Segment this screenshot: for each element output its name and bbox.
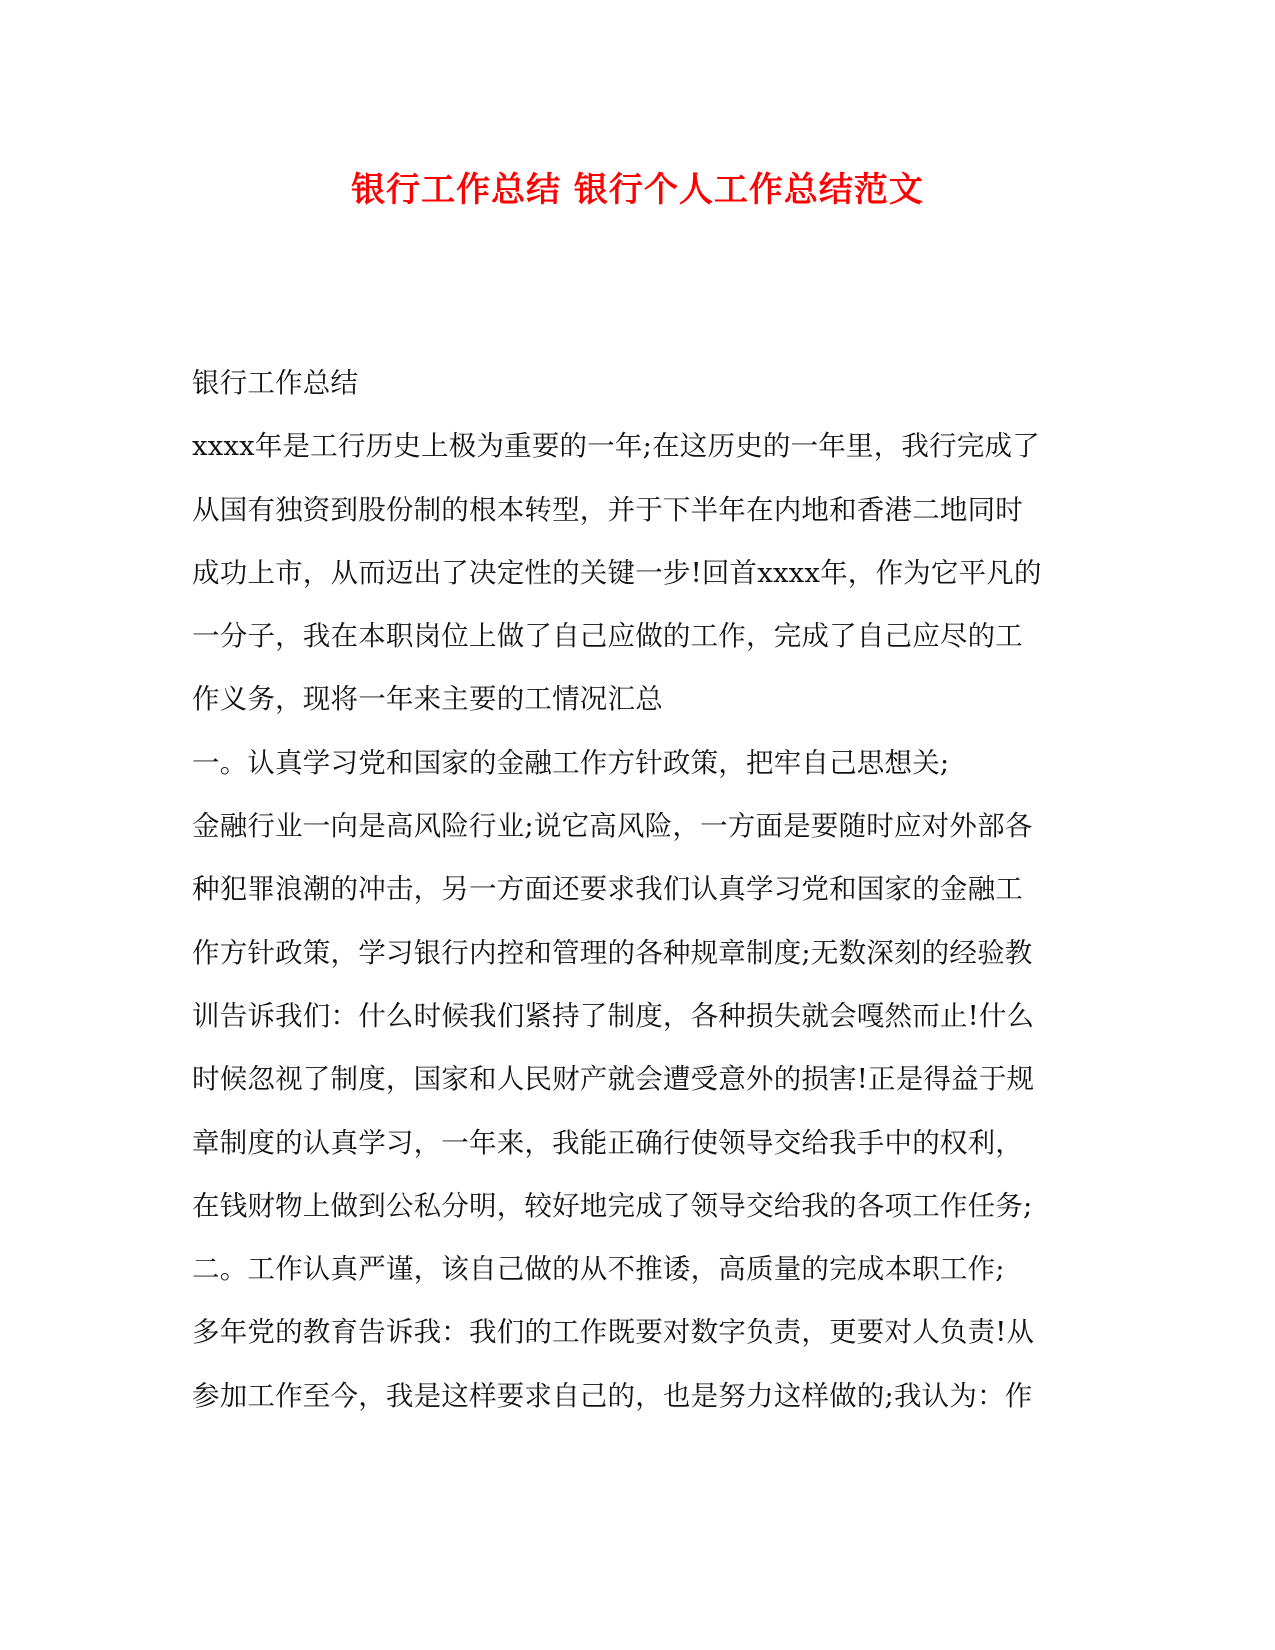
document-title: 银行工作总结 银行个人工作总结范文 — [351, 170, 924, 210]
body-line: 训告诉我们：什么时候我们紧持了制度，各种损失就会嘎然而止!什么 — [192, 999, 1035, 1032]
body-line: 作义务，现将一年来主要的工情况汇总 — [192, 683, 663, 716]
body-line: 时候忽视了制度，国家和人民财产就会遭受意外的损害!正是得益于规 — [192, 1063, 1035, 1096]
body-line: 章制度的认真学习，一年来，我能正确行使领导交给我手中的权利， — [192, 1126, 1023, 1159]
body-line: 银行工作总结 — [192, 367, 359, 399]
document-body — [192, 352, 1092, 1428]
body-line: 金融行业一向是高风险行业;说它高风险，一方面是要随时应对外部各 — [192, 810, 1033, 843]
body-line: 作方针政策，学习银行内控和管理的各种规章制度;无数深刻的经验教 — [192, 936, 1033, 969]
body-line: 参加工作至今，我是这样要求自己的，也是努力这样做的;我认为：作 — [192, 1379, 1033, 1412]
body-line: 二。工作认真严谨，该自己做的从不推诿，高质量的完成本职工作; — [192, 1253, 1005, 1286]
body-line: xxxx年是工行历史上极为重要的一年;在这历史的一年里，我行完成了 — [192, 430, 1040, 463]
body-line: 成功上市，从而迈出了决定性的关键一步!回首xxxx年，作为它平凡的 — [192, 556, 1042, 589]
body-line: 一分子，我在本职岗位上做了自己应做的工作，完成了自己应尽的工 — [192, 620, 1023, 653]
body-line: 多年党的教育告诉我：我们的工作既要对数字负责，更要对人负责!从 — [192, 1316, 1035, 1349]
body-line: 从国有独资到股份制的根本转型，并于下半年在内地和香港二地同时 — [192, 493, 1023, 526]
body-line: 种犯罪浪潮的冲击，另一方面还要求我们认真学习党和国家的金融工 — [192, 873, 1023, 906]
body-line: 在钱财物上做到公私分明，较好地完成了领导交给我的各项工作任务; — [192, 1189, 1033, 1222]
body-line: 一。认真学习党和国家的金融工作方针政策，把牢自己思想关; — [192, 746, 950, 779]
